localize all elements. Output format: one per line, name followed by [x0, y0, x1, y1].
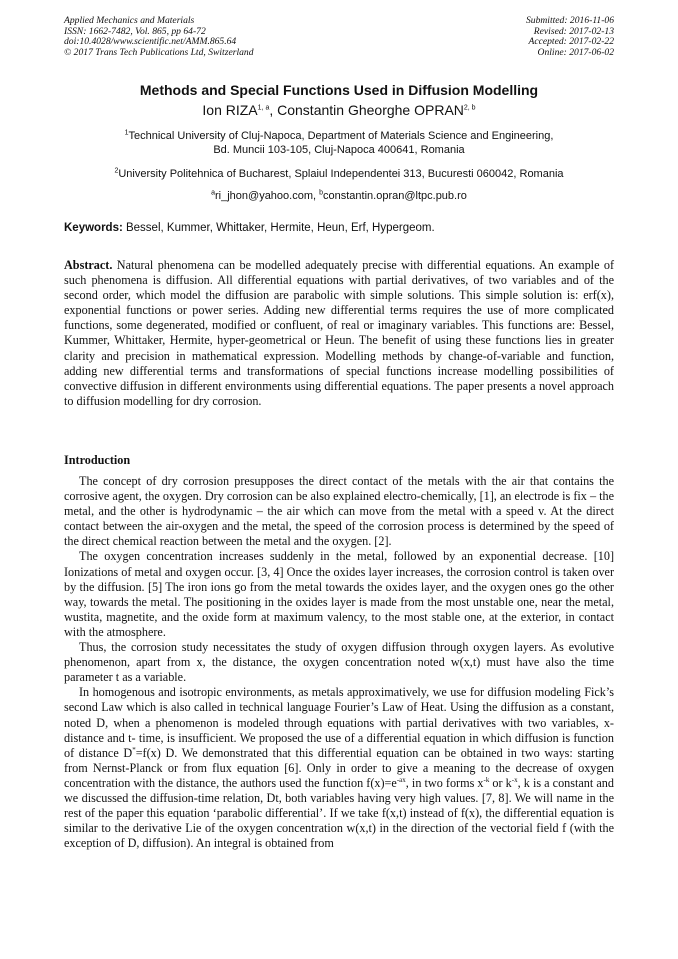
- affiliation-2: [0, 167, 678, 181]
- abstract-text: Natural phenomena can be modelled adequately precise with differential equations. An example of such phenomena is diffusion. All differential equations with partial derivatives, of two variables and of the second order, which model the diffusion are parabolic with simple solutions. This simple solution is: erf(x), exponential functions or power series. Adding new differential terms requires the use of more complicated functions, some degenerated, modified or confluent, of real or imaginary variables. This functions are: Bessel, Kummer, Whittaker, Hermite, hyper-geometrical or Heun. The benefit of using these functions lies in greater clarity and precision in mathematical expression. Modelling methods by change-of-variable and function, adding new differential terms and transformations of special functions increase modelling possibilities of convective diffusion in different environments using differential equations. The paper presents a novel approach to diffusion modelling for dry corrosion.: [64, 258, 614, 408]
- accepted-date: Accepted: 2017-02-22: [528, 36, 614, 48]
- intro-paragraph-1: The concept of dry corrosion presupposes the direct contact of the metals with the air that contains the corrosive agent, the oxygen. Dry corrosion can be also explained electro-chemically, [1], an electrode is fix – the metal, and the other is hydrodynamic – the air which can move from the metal with a speed v. At the direct contact between the air-oxygen and the metal, the speed of the corrosion process is determined by the speed of the direct chemical reaction between the metal and the oxygen. [2].: [64, 474, 614, 549]
- intro-p4-part-e: , k is a constant and we discussed the diffusion-time relation, Dt, both variables having very high values. [7, 8]. We will name in the rest of the paper this equation ‘parabolic differential’. If we take f(x,t) instead of f(x), the differential equation is similar to the derivative Lie of the oxygen concentration w(x,t) in the direction of the vectorial field f (with the exception of D, diffusion). An integral is obtained from: [64, 775, 614, 851]
- submitted-date: Submitted: 2016-11-06: [525, 15, 614, 26]
- author-2-sup: 2, b: [463, 104, 476, 112]
- affiliation-2-text: University Politehnica of Bucharest, Splaiul Independentei 313, Bucuresti 060042, Romania: [118, 168, 564, 180]
- affiliation-2-sup: 2: [114, 167, 119, 175]
- affiliation-1-line-1: Technical University of Cluj-Napoca, Department of Materials Science and Engineering,: [128, 130, 554, 142]
- revised-date: Revised: 2017-02-13: [533, 25, 614, 37]
- author-1: Ion RIZA: [202, 102, 258, 118]
- paper-title: Methods and Special Functions Used in Diffusion Modelling: [139, 82, 539, 98]
- journal-name: Applied Mechanics and Materials: [64, 15, 195, 26]
- author-2: Constantin Gheorghe OPRAN: [277, 102, 464, 118]
- author-separator: ,: [269, 102, 278, 118]
- intro-p4-sup-3: -k: [483, 775, 490, 784]
- author-line: [0, 102, 678, 118]
- abstract-label: Abstract.: [64, 258, 113, 272]
- keywords: [64, 222, 614, 234]
- email-a-sup: a: [211, 189, 215, 197]
- affiliation-1-sup: 1: [124, 129, 129, 137]
- copyright-line: © 2017 Trans Tech Publications Ltd, Switzerland: [64, 46, 254, 58]
- abstract: [64, 258, 614, 409]
- email-b-link[interactable]: constantin.opran@ltpc.pub.ro: [323, 190, 467, 202]
- intro-p4-sup-1: *: [132, 745, 136, 754]
- author-emails: [0, 189, 678, 203]
- online-date: Online: 2017-06-02: [537, 46, 614, 58]
- journal-header-left: [64, 16, 254, 58]
- intro-p4-sup-2: -ax: [396, 775, 406, 784]
- affiliation-1: [0, 129, 678, 157]
- email-b-sup: b: [319, 189, 324, 197]
- intro-paragraph-3: Thus, the corrosion study necessitates the study of oxygen diffusion through oxygen layers. As evolutive phenomenon, apart from x, the distance, the oxygen concentration noted w(x,t) must have also the time parameter t as a variable.: [64, 640, 614, 685]
- journal-header-right: [526, 16, 614, 58]
- intro-paragraph-4: [64, 685, 614, 851]
- intro-p4-sup-4: -x: [511, 775, 518, 784]
- affiliation-1-line-2: Bd. Muncii 103-105, Cluj-Napoca 400641, Romania: [213, 144, 465, 156]
- intro-paragraph-2: The oxygen concentration increases suddenly in the metal, followed by an exponential decrease. [10] Ionizations of metal and oxygen occur. [3, 4] Once the oxides layer increases, the corrosion control is taken over by the diffusion. [5] The iron ions go from the metal towards the oxides layer, and the oxygen ones go the other way, towards the metal. The positioning in the oxides layer is made from the most unstable one, near the metal, wustita, magnetite, and the oxide form at maximum valency, to the most stable one, at the exterior, in contact with the atmosphere.: [64, 549, 614, 639]
- introduction-heading: Introduction: [64, 453, 131, 467]
- introduction-body: [64, 474, 614, 851]
- keywords-text: Bessel, Kummer, Whittaker, Hermite, Heun, Erf, Hypergeom.: [122, 222, 435, 234]
- doi-link[interactable]: doi:10.4028/www.scientific.net/AMM.865.64: [64, 36, 237, 48]
- intro-p4-part-c: , in two forms x: [405, 775, 484, 790]
- keywords-label: Keywords:: [64, 222, 123, 234]
- intro-p4-part-a: In homogenous and isotropic environments, as metals approximatively, we use for diffusion modeling Fick’s second Law which is also called in technical language Fourier’s Law of Heat. Using the diffusion as a constant, noted D, when a phenomenon is modeled through equations with partial derivatives with two variables, x- distance and t- time, is insufficient. We proposed the use of a differential equation in which diffusion is function of distance D: [64, 685, 614, 760]
- intro-p4-part-b: =f(x) D. We demonstrated that this differential equation can be obtained in two ways: starting from Nernst-Planck or from flux equation [6]. Only in order to give a meaning to the decrease of oxygen concentration with the distance, the authors used the function f(x)=e: [64, 745, 614, 790]
- author-1-sup: 1, a: [257, 104, 270, 112]
- email-a-link[interactable]: ri_jhon@yahoo.com,: [215, 190, 320, 202]
- intro-p4-part-d: or k: [489, 775, 512, 790]
- issn-line: ISSN: 1662-7482, Vol. 865, pp 64-72: [64, 25, 206, 37]
